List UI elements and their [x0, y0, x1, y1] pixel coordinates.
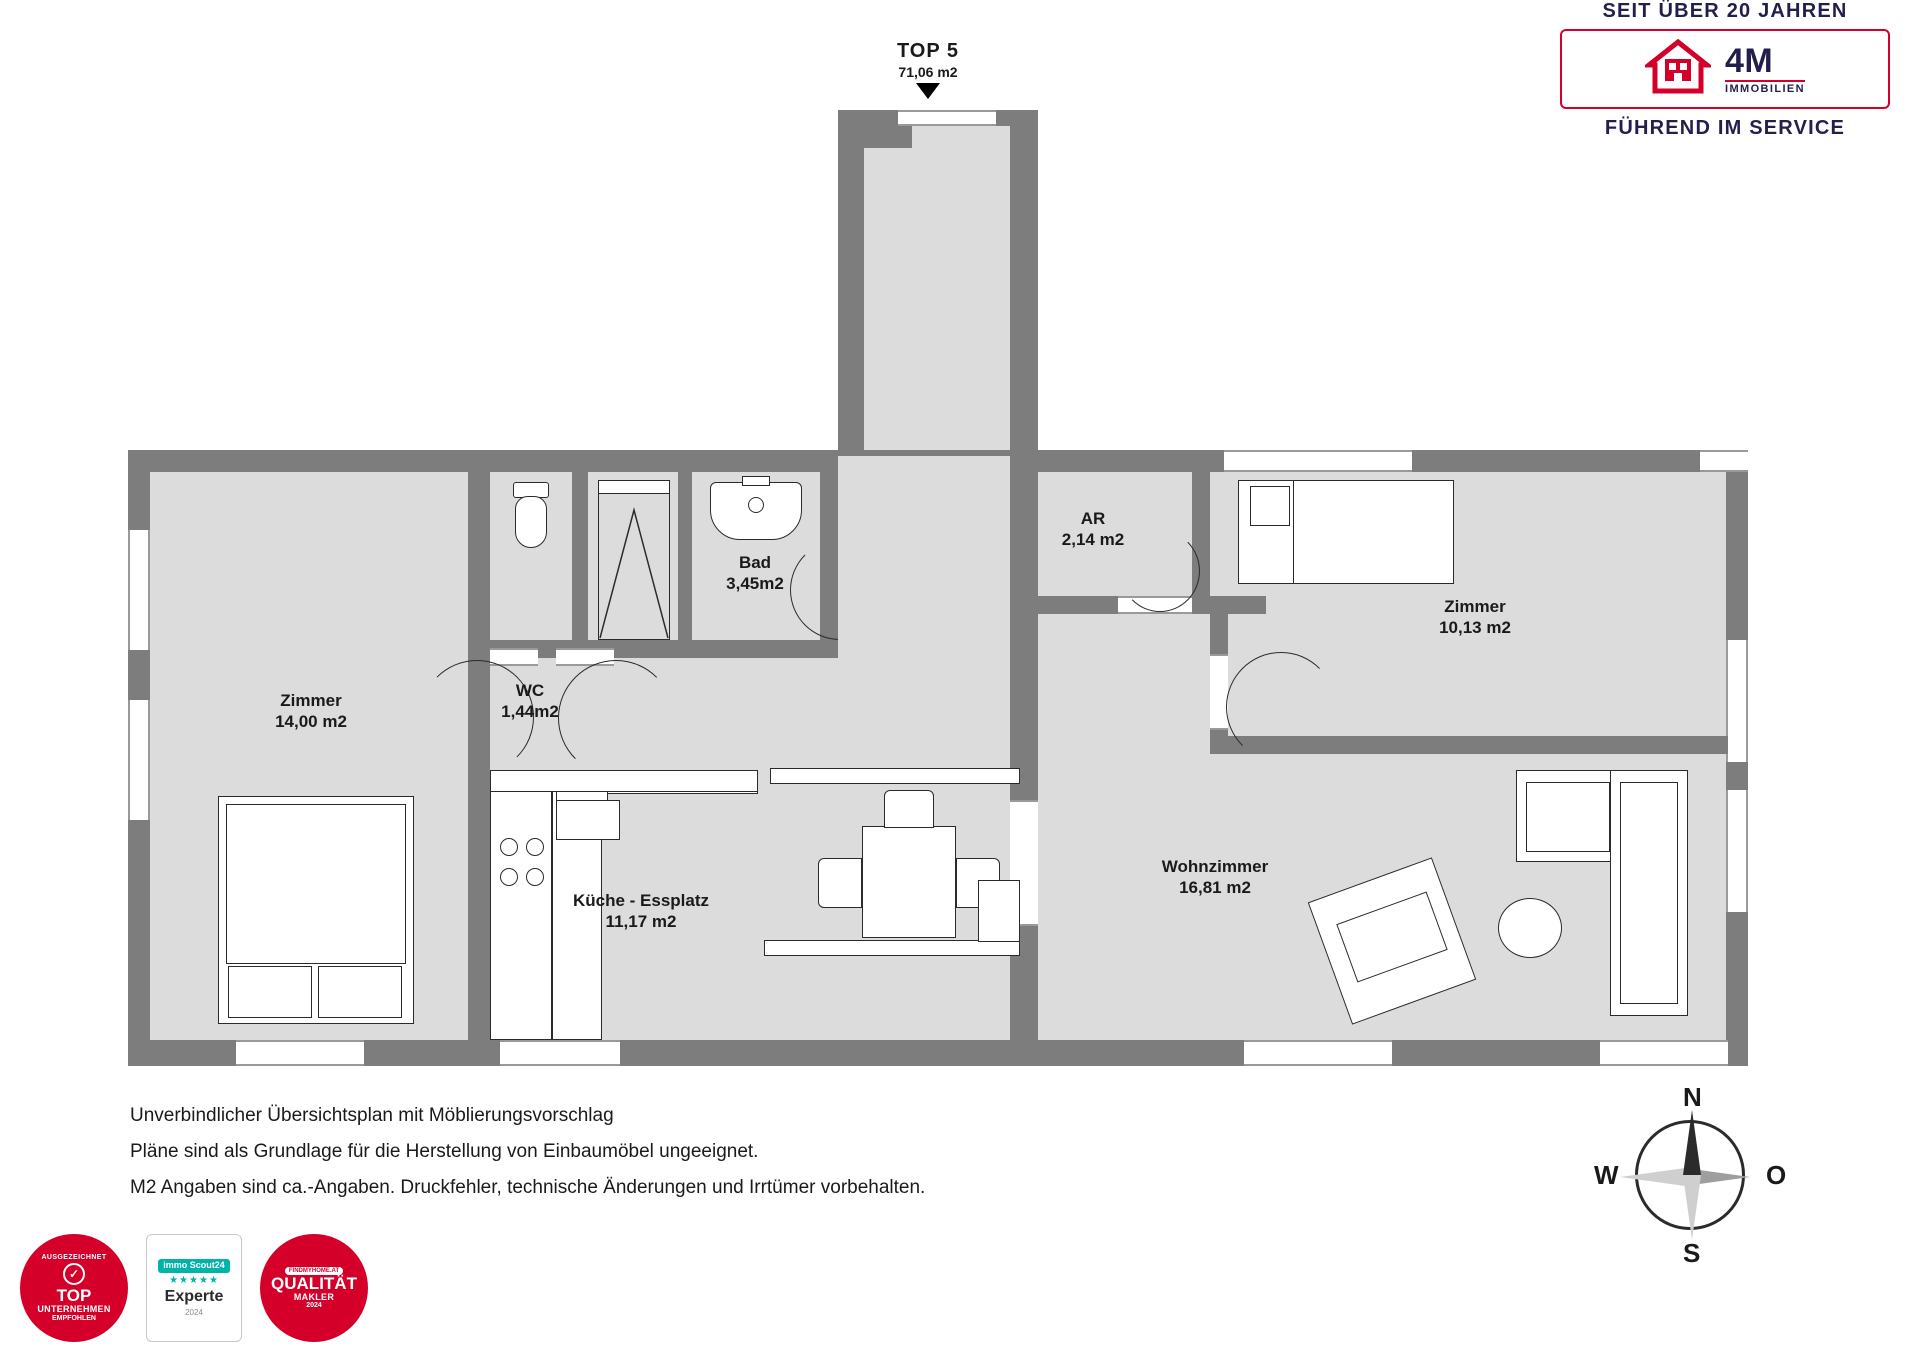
brand-logo-subtitle: IMMOBILIEN — [1725, 80, 1805, 95]
badge-year: 2024 — [306, 1302, 322, 1310]
room-label-bad: Bad 3,45m2 — [726, 553, 784, 594]
door-opening-zimmer-right — [1210, 654, 1228, 730]
oven — [556, 800, 620, 840]
bed-mattress — [226, 804, 406, 964]
brand-tagline-top: SEIT ÜBER 20 JAHREN — [1602, 0, 1848, 22]
room-label-kueche: Küche - Essplatz 11,17 m2 — [572, 891, 710, 932]
hotplate — [500, 868, 518, 886]
window — [1726, 790, 1748, 912]
wall-interior — [1192, 472, 1210, 614]
badge-line-4: EMPFOHLEN — [52, 1314, 96, 1322]
badge-brand-label: FINDMYHOME.AT — [285, 1267, 343, 1275]
unit-area: 71,06 m2 — [898, 64, 958, 80]
window — [236, 1040, 364, 1066]
door-swing-zimmer-right — [1226, 652, 1336, 762]
wall-outer-bottom — [128, 1040, 1748, 1066]
sideboard — [978, 880, 1020, 942]
badge-line-2: TOP — [56, 1286, 92, 1306]
compass-label-north: N — [1683, 1082, 1702, 1112]
dining-table — [862, 826, 956, 938]
compass-needle-west — [1620, 1168, 1685, 1186]
badge-line-2: MAKLER — [293, 1291, 335, 1302]
pillow — [228, 966, 312, 1018]
disclaimer-line-3: M2 Angaben sind ca.-Angaben. Druckfehler, technische Änderungen und Irrtümer vorbehalten. — [130, 1177, 926, 1198]
disclaimer-line-1: Unverbindlicher Übersichtsplan mit Möblierungsvorschlag — [130, 1105, 614, 1126]
window — [128, 530, 150, 650]
window — [898, 110, 996, 126]
check-circle-icon: ✓ — [63, 1263, 85, 1285]
wall-interior — [490, 640, 838, 658]
window — [500, 1040, 620, 1066]
unit-title: TOP 5 — [896, 40, 960, 62]
badge-line-1: AUSGEZEICHNET — [41, 1254, 107, 1262]
badge-year: 2024 — [185, 1307, 203, 1317]
room-label-ar: AR 2,14 m2 — [1061, 509, 1125, 550]
window — [1600, 1040, 1728, 1066]
wall-interior — [572, 472, 588, 650]
shower-panel-fixture — [598, 480, 670, 494]
compass-rose — [1590, 1080, 1800, 1280]
dining-chair — [818, 858, 862, 908]
hotplate — [500, 838, 518, 856]
window — [128, 700, 150, 820]
badge-title: Experte — [164, 1287, 224, 1305]
faucet-fixture — [742, 476, 770, 486]
compass-label-west: W — [1594, 1160, 1619, 1190]
upper-cabinets — [490, 770, 758, 792]
wall-segment — [862, 126, 912, 148]
compass-label-east: O — [1766, 1160, 1787, 1190]
disclaimer-line-2: Pläne sind als Grundlage für die Herstellung von Einbaumöbel ungeeignet. — [130, 1141, 759, 1162]
badge-stars: ★★★★★ — [169, 1274, 219, 1286]
hotplate — [526, 838, 544, 856]
badge-brand-label: immo Scout24 — [158, 1259, 230, 1273]
wall-segment — [1010, 110, 1038, 450]
window — [1700, 450, 1748, 472]
disclaimer-text — [130, 1105, 1230, 1213]
badge-line-3: UNTERNEHMEN — [37, 1304, 111, 1315]
window — [1224, 450, 1412, 472]
badge-immoscout24-experte — [146, 1234, 242, 1342]
sofa-cushion — [1620, 782, 1678, 1004]
room-label-wohnzimmer: Wohnzimmer 16,81 m2 — [1161, 857, 1269, 898]
side-table-round — [1498, 898, 1562, 958]
room-label-zimmer-right: Zimmer 10,13 m2 — [1439, 597, 1511, 638]
room-label-wc: WC 1,44m2 — [501, 681, 559, 722]
room-label-zimmer-left: Zimmer 14,00 m2 — [275, 691, 347, 732]
badge-line-1: QUALITÄT — [271, 1273, 357, 1293]
compass-label-south: S — [1683, 1238, 1701, 1268]
window — [1244, 1040, 1392, 1066]
pillow — [1250, 486, 1290, 526]
window — [1726, 640, 1748, 762]
brand-tagline-bottom: FÜHREND IM SERVICE — [1604, 117, 1846, 139]
badge-top-unternehmen — [20, 1234, 128, 1342]
brand-logo-name: 4M — [1725, 41, 1774, 80]
sink-basin-inner — [748, 497, 764, 513]
partition-ledge — [764, 940, 1020, 956]
pillow — [318, 966, 402, 1018]
award-badges — [20, 1232, 368, 1344]
compass-needle-south — [1683, 1175, 1701, 1240]
partition-ledge — [770, 768, 1020, 784]
compass-needle-north — [1683, 1110, 1701, 1175]
wall-segment — [838, 110, 864, 450]
sofa-cushion — [1526, 782, 1610, 852]
dining-chair — [884, 790, 934, 828]
room-area-corridor — [864, 126, 1010, 456]
hotplate — [526, 868, 544, 886]
badge-findmyhome-qualitaetsmakler — [260, 1234, 368, 1342]
toilet-fixture — [515, 496, 547, 548]
